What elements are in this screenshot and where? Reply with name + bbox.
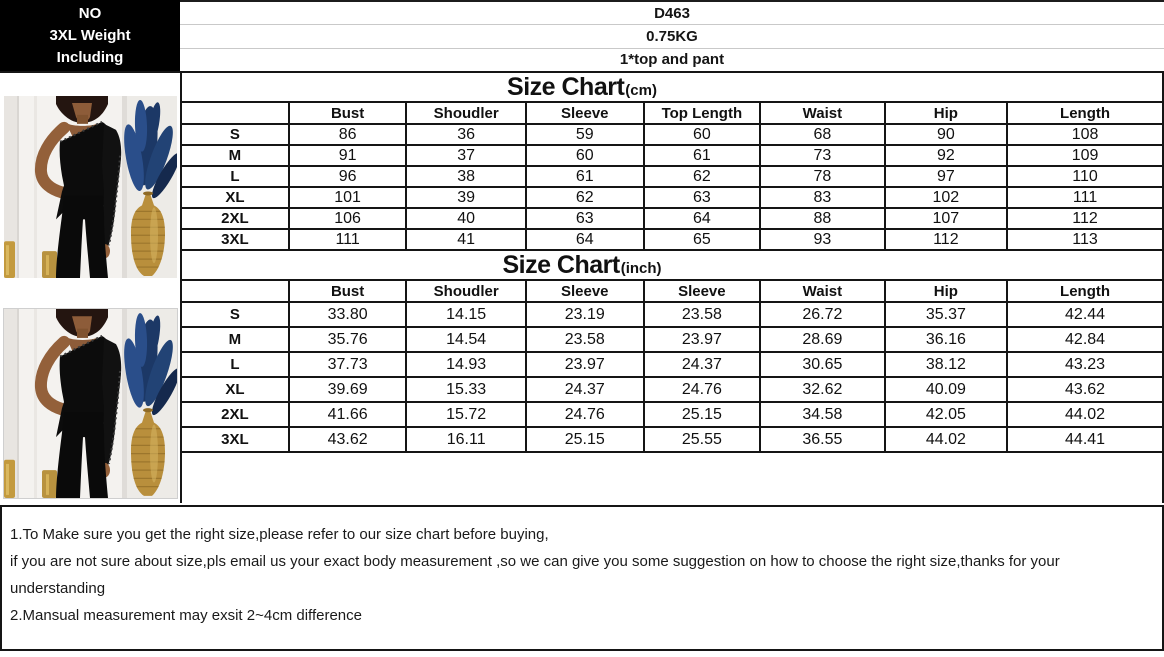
value-cell: 93 xyxy=(760,229,884,250)
value-cell: 110 xyxy=(1007,166,1162,187)
column-header: Sleeve xyxy=(644,281,761,302)
value-cell: 38 xyxy=(406,166,526,187)
value-cell: 43.62 xyxy=(289,427,407,452)
column-header-size xyxy=(182,281,289,302)
size-cell: L xyxy=(182,352,289,377)
value-cell: 36.55 xyxy=(760,427,884,452)
table-row xyxy=(182,208,1162,229)
note-line-3: understanding xyxy=(10,580,106,597)
value-cell: 64 xyxy=(526,229,644,250)
value-cell: 61 xyxy=(526,166,644,187)
value-cell: 14.15 xyxy=(406,302,526,327)
value-cell: 36 xyxy=(406,124,526,145)
value-cell: 23.97 xyxy=(644,327,761,352)
value-cell: 24.37 xyxy=(644,352,761,377)
size-cell: S xyxy=(182,124,289,145)
size-cell: L xyxy=(182,166,289,187)
note-line-1: 1.To Make sure you get the right size,please refer to our size chart before buying, xyxy=(10,526,549,543)
value-cell: 37.73 xyxy=(289,352,407,377)
size-cell: 2XL xyxy=(182,402,289,427)
column-header: Shoudler xyxy=(406,103,526,124)
value-cell: 15.72 xyxy=(406,402,526,427)
value-cell: 68 xyxy=(760,124,884,145)
value-cell: 25.15 xyxy=(526,427,644,452)
value-cell: 92 xyxy=(885,145,1008,166)
value-cell: 101 xyxy=(289,187,407,208)
value-cell: 111 xyxy=(289,229,407,250)
column-header: Hip xyxy=(885,281,1008,302)
value-cell: 28.69 xyxy=(760,327,884,352)
value-cell: 96 xyxy=(289,166,407,187)
value-cell: 43.23 xyxy=(1007,352,1162,377)
value-cell: 23.97 xyxy=(526,352,644,377)
table-row xyxy=(182,145,1162,166)
package-contents: 1*top and pant xyxy=(619,51,725,69)
value-cell: 23.19 xyxy=(526,302,644,327)
value-cell: 23.58 xyxy=(644,302,761,327)
size-cell: 3XL xyxy=(182,427,289,452)
value-cell: 88 xyxy=(760,208,884,229)
value-cell: 30.65 xyxy=(760,352,884,377)
column-header: Bust xyxy=(289,103,407,124)
table-row xyxy=(182,187,1162,208)
column-header: Waist xyxy=(760,281,884,302)
value-cell: 44.41 xyxy=(1007,427,1162,452)
size-cell: M xyxy=(182,327,289,352)
size-cell: XL xyxy=(182,377,289,402)
table-row xyxy=(182,427,1162,452)
table-row xyxy=(182,377,1162,402)
value-cell: 24.76 xyxy=(526,402,644,427)
main-content xyxy=(0,73,1164,503)
value-cell: 43.62 xyxy=(1007,377,1162,402)
value-cell: 63 xyxy=(644,187,761,208)
size-chart-inch-title xyxy=(182,251,1162,281)
value-cell: 34.58 xyxy=(760,402,884,427)
size-cell: S xyxy=(182,302,289,327)
value-cell: 60 xyxy=(526,145,644,166)
value-cell: 112 xyxy=(1007,208,1162,229)
value-cell: 42.05 xyxy=(885,402,1008,427)
value-cell: 83 xyxy=(760,187,884,208)
header-row xyxy=(182,281,1162,302)
value-cell: 36.16 xyxy=(885,327,1008,352)
product-photo-2 xyxy=(3,308,178,499)
value-cell: 61 xyxy=(644,145,761,166)
value-cell: 39.69 xyxy=(289,377,407,402)
value-cell: 42.44 xyxy=(1007,302,1162,327)
value-cell: 90 xyxy=(885,124,1008,145)
value-cell: 38.12 xyxy=(885,352,1008,377)
title-unit: (cm) xyxy=(625,82,657,99)
value-cell: 91 xyxy=(289,145,407,166)
value-cell: 35.37 xyxy=(885,302,1008,327)
label-weight: 3XL Weight xyxy=(49,26,131,44)
value-cell: 108 xyxy=(1007,124,1162,145)
value-cell: 62 xyxy=(526,187,644,208)
value-cell: 39 xyxy=(406,187,526,208)
value-cell: 111 xyxy=(1007,187,1162,208)
column-header: Sleeve xyxy=(526,281,644,302)
value-cell: 25.15 xyxy=(644,402,761,427)
value-cell: 24.76 xyxy=(644,377,761,402)
size-chart-cm-table xyxy=(182,103,1162,251)
info-values xyxy=(180,0,1164,71)
value-cell: 33.80 xyxy=(289,302,407,327)
size-tables-column xyxy=(180,73,1164,503)
info-labels-box xyxy=(0,0,180,71)
value-cell: 97 xyxy=(885,166,1008,187)
value-cell: 86 xyxy=(289,124,407,145)
table-row xyxy=(182,229,1162,250)
value-cell: 42.84 xyxy=(1007,327,1162,352)
value-cell: 44.02 xyxy=(1007,402,1162,427)
value-cell: 14.54 xyxy=(406,327,526,352)
product-photos-column xyxy=(0,73,180,503)
size-cell: 3XL xyxy=(182,229,289,250)
value-cell: 24.37 xyxy=(526,377,644,402)
column-header: Length xyxy=(1007,103,1162,124)
size-cell: 2XL xyxy=(182,208,289,229)
value-cell: 40.09 xyxy=(885,377,1008,402)
value-cell: 109 xyxy=(1007,145,1162,166)
value-cell: 41 xyxy=(406,229,526,250)
value-cell: 60 xyxy=(644,124,761,145)
value-cell: 16.11 xyxy=(406,427,526,452)
value-cell: 78 xyxy=(760,166,884,187)
value-cell: 25.55 xyxy=(644,427,761,452)
value-cell: 23.58 xyxy=(526,327,644,352)
table-row xyxy=(182,352,1162,377)
product-info-header xyxy=(0,0,1164,73)
value-cell: 40 xyxy=(406,208,526,229)
column-header: Length xyxy=(1007,281,1162,302)
size-cell: M xyxy=(182,145,289,166)
size-chart-inch-table xyxy=(182,281,1162,453)
value-cell: 106 xyxy=(289,208,407,229)
table-row xyxy=(182,166,1162,187)
weight-value: 0.75KG xyxy=(180,25,1164,48)
value-cell: 63 xyxy=(526,208,644,229)
label-no: NO xyxy=(78,5,102,23)
value-cell: 62 xyxy=(644,166,761,187)
size-chart-cm-title xyxy=(182,73,1162,103)
value-cell: 107 xyxy=(885,208,1008,229)
column-header: Hip xyxy=(885,103,1008,124)
value-cell: 44.02 xyxy=(885,427,1008,452)
value-cell: 59 xyxy=(526,124,644,145)
column-header: Top Length xyxy=(644,103,761,124)
value-cell: 73 xyxy=(760,145,884,166)
label-including: Including xyxy=(56,48,124,66)
value-cell: 102 xyxy=(885,187,1008,208)
table-row xyxy=(182,402,1162,427)
value-cell: 37 xyxy=(406,145,526,166)
value-cell: 15.33 xyxy=(406,377,526,402)
column-header-size xyxy=(182,103,289,124)
value-cell: 112 xyxy=(885,229,1008,250)
title-text: Size Chart xyxy=(507,72,625,101)
value-cell: 65 xyxy=(644,229,761,250)
value-cell: 35.76 xyxy=(289,327,407,352)
column-header: Waist xyxy=(760,103,884,124)
table-row xyxy=(182,327,1162,352)
note-line-4: 2.Mansual measurement may exsit 2~4cm difference xyxy=(10,607,362,624)
header-row xyxy=(182,103,1162,124)
value-cell: 41.66 xyxy=(289,402,407,427)
title-text: Size Chart xyxy=(502,250,620,279)
sizing-notes xyxy=(0,505,1164,651)
title-unit: (inch) xyxy=(620,260,662,277)
value-cell: 113 xyxy=(1007,229,1162,250)
style-number: D463 xyxy=(180,2,1164,25)
note-line-2: if you are not sure about size,pls email us your exact body measurement ,so we can give you some suggestion on how to choose the right size,thanks for your xyxy=(10,553,1060,570)
table-row xyxy=(182,302,1162,327)
table-row xyxy=(182,124,1162,145)
column-header: Sleeve xyxy=(526,103,644,124)
value-cell: 14.93 xyxy=(406,352,526,377)
column-header: Shoudler xyxy=(406,281,526,302)
value-cell: 32.62 xyxy=(760,377,884,402)
value-cell: 26.72 xyxy=(760,302,884,327)
column-header: Bust xyxy=(289,281,407,302)
value-cell: 64 xyxy=(644,208,761,229)
product-photo-1 xyxy=(4,96,177,278)
size-cell: XL xyxy=(182,187,289,208)
